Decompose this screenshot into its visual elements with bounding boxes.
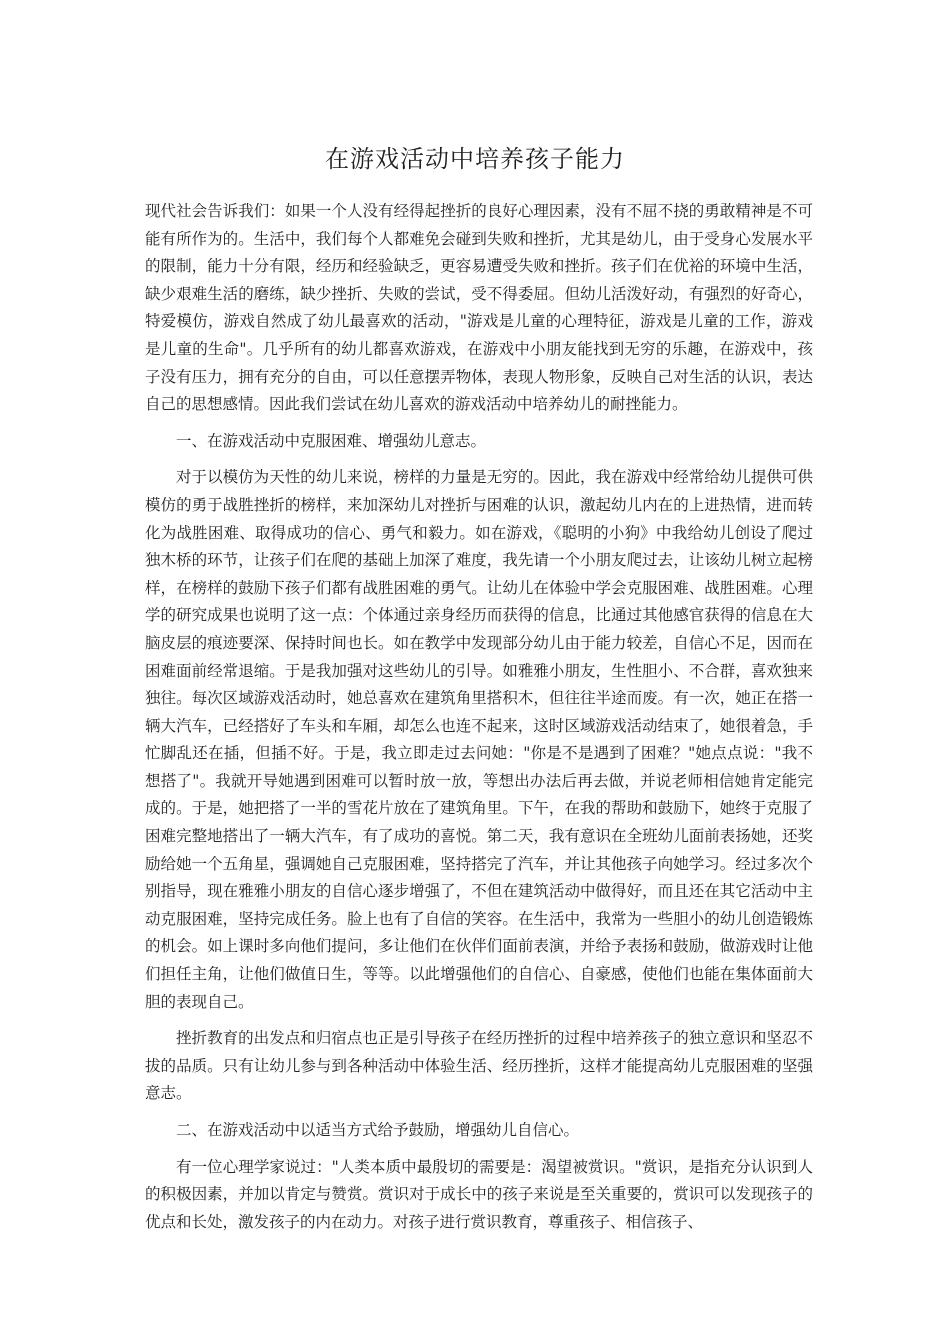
document-body [145,198,813,1245]
section-heading-1: 一、在游戏活动中克服困难、增强幼儿意志。 [176,431,487,450]
paragraph-section-1-body: 对于以模仿为天性的幼儿来说，榜样的力量是无穷的。因此，我在游戏中经常给幼儿提供可供模仿的勇于战胜挫折的榜样，来加深幼儿对挫折与困难的认识，激起幼儿内在的上进热情，进而转化为战胜困难、取得成功的信心、勇气和毅力。如在游戏，《聪明的小狗》中我给幼儿创设了爬过独木桥的环节，让孩子们在爬的基础上加深了难度，我先请一个小朋友爬过去，让该幼儿树立起榜样，在榜样的鼓励下孩子们都有战胜困难的勇气。让幼儿在体验中学会克服困难、战胜困难。心理学的研究成果也说明了这一点：个体通过亲身经历而获得的信息，比通过其他感官获得的信息在大脑皮层的痕迹要深、保持时间也长。如在教学中发现部分幼儿由于能力较差，自信心不足，因而在困难面前经常退缩。于是我加强对这些幼儿的引导。如雅雅小朋友，生性胆小、不合群，喜欢独来独往。每次区域游戏活动时，她总喜欢在建筑角里搭积木，但往往半途而废。有一次，她正在搭一辆大汽车，已经搭好了车头和车厢，却怎么也连不起来，这时区域游戏活动结束了，她很着急，手忙脚乱还在插，但插不好。于是，我立即走过去问她："你是不是遇到了困难？"她点点说："我不想搭了"。我就开导她遇到困难可以暂时放一放，等想出办法后再去做，并说老师相信她肯定能完成的。于是，她把搭了一半的雪花片放在了建筑角里。下午，在我的帮助和鼓励下，她终于克服了困难完整地搭出了一辆大汽车，有了成功的喜悦。第二天，我有意识在全班幼儿面前表扬她，还奖励给她一个五角星，强调她自己克服困难，坚持搭完了汽车，并让其他孩子向她学习。经过多次个别指导，现在雅雅小朋友的自信心逐步增强了，不但在建筑活动中做得好，而且还在其它活动中主动克服困难，坚持完成任务。脸上也有了自信的笑容。在生活中，我常为一些胆小的幼儿创造锻炼的机会。如上课时多向他们提问，多让他们在伙伴们面前表演，并给予表扬和鼓励，做游戏时让他们担任主角，让他们做值日生，等等。以此增强他们的自信心、自豪感，使他们也能在集体面前大胆的表现自己。 [145,468,813,1011]
page-title: 在游戏活动中培养孩子能力 [325,145,625,173]
paragraph-section-2-body: 有一位心理学家说过："人类本质中最殷切的需要是：渴望被赏识。"赏识，是指充分认识到人的积极因素，并加以肯定与赞赏。赏识对于成长中的孩子来说是至关重要的，赏识可以发现孩子的优点和长处，激发孩子的内在动力。对孩子进行赏识教育，尊重孩子、相信孩子、 [145,1157,813,1231]
paragraph-intro: 现代社会告诉我们：如果一个人没有经得起挫折的良好心理因素，没有不屈不挠的勇敢精神是不可能有所作为的。生活中，我们每个人都难免会碰到失败和挫折，尤其是幼儿，由于受身心发展水平的限制，能力十分有限，经历和经验缺乏，更容易遭受失败和挫折。孩子们在优裕的环境中生活，缺少艰难生活的磨练，缺少挫折、失败的尝试，受不得委屈。但幼儿活泼好动，有强烈的好奇心，特爱模仿，游戏自然成了幼儿最喜欢的活动，"游戏是儿童的心理特征，游戏是儿童的工作，游戏是儿童的生命"。几乎所有的幼儿都喜欢游戏，在游戏中小朋友能找到无穷的乐趣，在游戏中，孩子没有压力，拥有充分的自由，可以任意摆弄物体，表现人物形象，反映自己对生活的认识，表达自己的思想感情。因此我们尝试在幼儿喜欢的游戏活动中培养幼儿的耐挫能力。 [145,202,813,414]
paragraph-section-1-summary: 挫折教育的出发点和归宿点也正是引导孩子在经历挫折的过程中培养孩子的独立意识和坚忍不拔的品质。只有让幼儿参与到各种活动中体验生活、经历挫折，这样才能提高幼儿克服困难的坚强意志。 [145,1029,813,1103]
section-heading-2: 二、在游戏活动中以适当方式给予鼓励，增强幼儿自信心。 [176,1121,580,1139]
